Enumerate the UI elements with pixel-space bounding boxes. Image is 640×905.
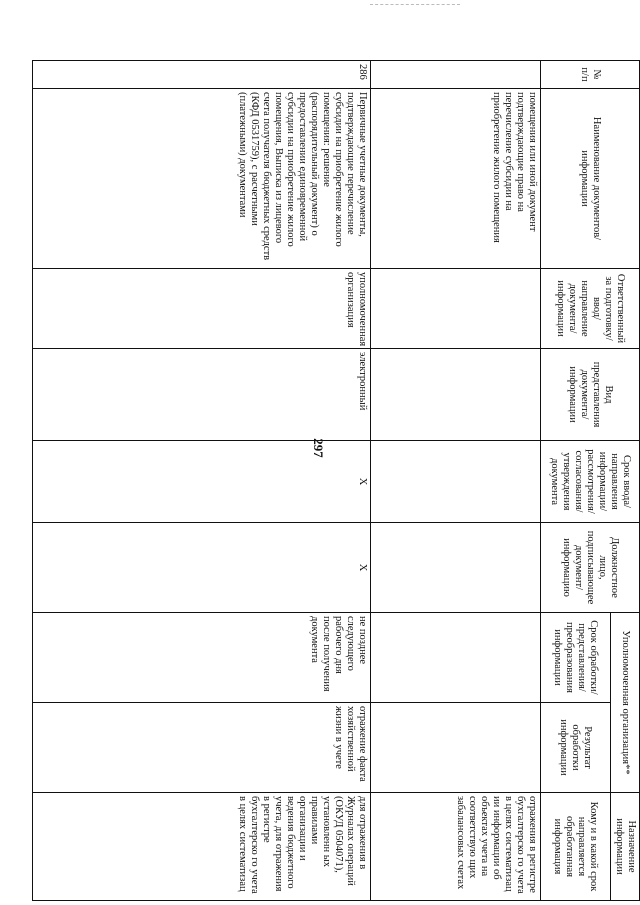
row-name: помещения или иной документ подтверждающие право на перечисление субсидии на приобретение жилого помещения [371, 89, 541, 269]
row-deadline: X [33, 441, 371, 523]
row-responsible: уполномоченная организация [33, 269, 371, 349]
page-number: 297 [310, 438, 326, 458]
row-processing-time: не позднее следующего рабочего дня после получения документа [33, 613, 371, 703]
header-authorized-group: Уполномоченная организация** [611, 613, 640, 793]
row-form: электронный [33, 349, 371, 441]
header-deadline: Срок ввода/ направления информации/ рассмотрения/ согласования/ утверждения документа [541, 441, 640, 523]
row-num: 286 [33, 61, 371, 89]
row-form [371, 349, 541, 441]
table-row [371, 61, 541, 901]
header-processing-time: Срок обработки/ представления/ преобразования информации [541, 613, 611, 703]
document-flow-table [32, 60, 640, 901]
table-row [33, 61, 371, 901]
row-official: X [33, 523, 371, 613]
row-name: Первичные учетные документы, подтверждающие перечисление субсидии на приобретение жилого помещения: решение (распорядительный документ) о предоставлении единовременной субсидии на приобретение жилого помещения, Выписка из лицевого счета получателя бюджетных средств (КФД 0531759), с расчетными (платежными) документами [33, 89, 371, 269]
row-purpose: для отражения в Журналах операций (ОКУД 0504071), установленн ых правилами организации и ведения бюджетного учета, для отражения в регистре бухгалтерско го учета в целях систематизац [33, 793, 371, 901]
row-deadline [371, 441, 541, 523]
header-row-1 [611, 61, 640, 901]
row-processing-time [371, 613, 541, 703]
row-num [371, 61, 541, 89]
document-table-wrapper [32, 60, 640, 900]
header-form: Вид представления документа/ информации [541, 349, 640, 441]
header-purpose-sub: Кому и в какой срок направляется обработанная информация [541, 793, 611, 901]
header-official: Должностное лицо, подписывающее документ/ информацию [541, 523, 640, 613]
row-responsible [371, 269, 541, 349]
header-responsible: Ответственный за подготовку/ ввод/ направление документа/ информации [541, 269, 640, 349]
row-processing-result [371, 703, 541, 793]
row-purpose: отражения в регистре бухгалтерско го учета в целях систематизац ии информации об объектах учета на соответствую щих забалансовых счетах [371, 793, 541, 901]
scan-edge-marks [370, 4, 460, 7]
row-processing-result: отражение факта хозяйственной жизни в учете [33, 703, 371, 793]
header-purpose-group: Назначение информации [611, 793, 640, 901]
header-num: № п/п [541, 61, 640, 89]
row-official [371, 523, 541, 613]
header-processing-result: Результат обработки информации [541, 703, 611, 793]
header-name: Наименование документов/информации [541, 89, 640, 269]
